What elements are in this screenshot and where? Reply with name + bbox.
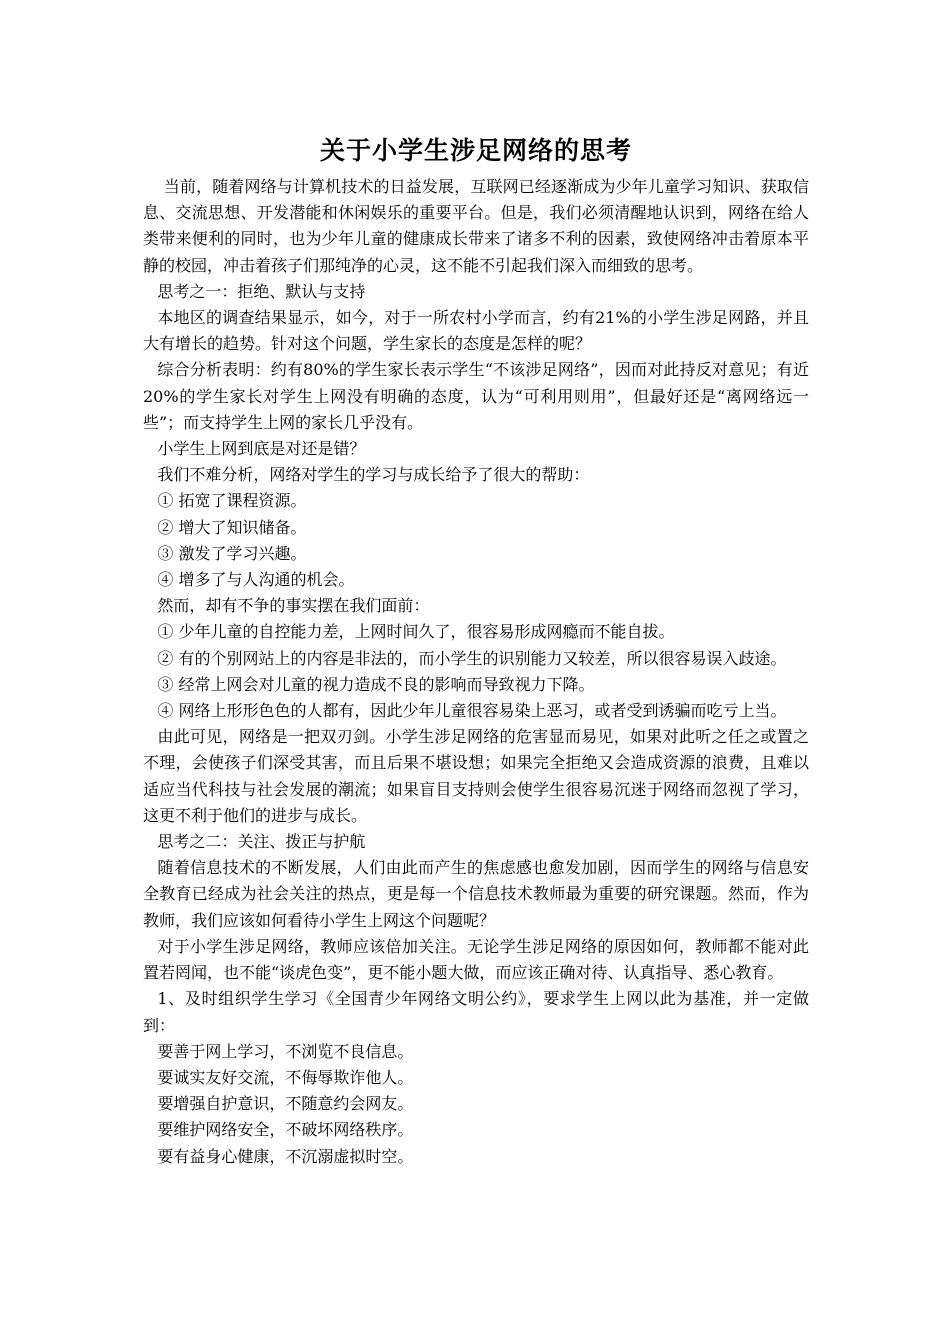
convention-item-4: 要维护网络安全，不破坏网络秩序。 bbox=[157, 1120, 414, 1140]
benefit-item-3: ③ 激发了学习兴趣。 bbox=[157, 543, 307, 563]
section-heading-2: 思考之二：关注、拨正与护航 bbox=[157, 832, 366, 852]
document-page bbox=[143, 131, 809, 1170]
intro-paragraph: 当前，随着网络与计算机技术的日益发展，互联网已经逐渐成为少年儿童学习知识、获取信息、交流思想、开发潜能和休闲娱乐的重要平台。但是，我们必须清醒地认识到，网络在给人类带来便利的同时，也为少年儿童的健康成长带来了诸多不利的因素，致使网络冲击着原本平静的校园，冲击着孩子们那纯净的心灵，这不能不引起我们深入而细致的思考。 bbox=[143, 177, 809, 275]
conclusion-paragraph: 由此可见，网络是一把双刃剑。小学生涉足网络的危害显而易见，如果对此听之任之或置之不理，会使孩子们深受其害，而且后果不堪设想；如果完全拒绝又会造成资源的浪费，且难以适应当代科技与社会发展的潮流；如果盲目支持则会使学生很容易沉迷于网络而忽视了学习，这更不利于他们的进步与成长。 bbox=[143, 727, 809, 825]
question-line: 小学生上网到底是对还是错？ bbox=[157, 439, 366, 459]
survey-paragraph: 本地区的调查结果显示，如今，对于一所农村小学而言，约有21%的小学生涉足网路，并且大有增长的趋势。针对这个问题，学生家长的态度是怎样的呢？ bbox=[143, 308, 809, 354]
harm-item-1: ① 少年儿童的自控能力差，上网时间久了，很容易形成网瘾而不能自拔。 bbox=[157, 622, 675, 642]
benefit-item-1: ① 拓宽了课程资源。 bbox=[157, 491, 307, 511]
section-heading-1: 思考之一：拒绝、默认与支持 bbox=[157, 281, 366, 301]
harm-item-3: ③ 经常上网会对儿童的视力造成不良的影响而导致视力下降。 bbox=[157, 674, 595, 694]
convention-item-2: 要诚实友好交流，不侮辱欺诈他人。 bbox=[157, 1067, 414, 1087]
harms-intro: 然而，却有不争的事实摆在我们面前： bbox=[157, 596, 430, 616]
harm-item-4: ④ 网络上形形色色的人都有，因此少年儿童很容易染上恶习，或者受到诱骗而吃亏上当。 bbox=[157, 701, 787, 721]
convention-item-1: 要善于网上学习，不浏览不良信息。 bbox=[157, 1041, 414, 1061]
benefit-item-2: ② 增大了知识储备。 bbox=[157, 517, 307, 537]
teacher-paragraph: 对于小学生涉足网络，教师应该倍加关注。无论学生涉足网络的原因如何，教师都不能对此置若罔闻，也不能“谈虎色变”，更不能小题大做，而应该正确对待、认真指导、悉心教育。 bbox=[143, 936, 809, 983]
document-title: 关于小学生涉足网络的思考 bbox=[319, 136, 632, 165]
benefit-item-4: ④ 增多了与人沟通的机会。 bbox=[157, 570, 355, 590]
harm-item-2: ② 有的个别网站上的内容是非法的，而小学生的识别能力又较差，所以很容易误入歧途。 bbox=[157, 648, 787, 668]
convention-item-3: 要增强自护意识，不随意约会网友。 bbox=[157, 1094, 414, 1114]
analysis-paragraph: 综合分析表明：约有80%的学生家长表示学生“不该涉足网络”，因而对此持反对意见；有近20%的学生家长对学生上网没有明确的态度，认为“可利用则用”，但最好还是“离网络远一些”；而支持学生上网的家长几乎没有。 bbox=[143, 360, 809, 432]
convention-paragraph: 1、及时组织学生学习《全国青少年网络文明公约》，要求学生上网以此为基准，并一定做到： bbox=[143, 989, 809, 1035]
convention-item-5: 要有益身心健康，不沉溺虚拟时空。 bbox=[157, 1146, 414, 1166]
benefits-intro: 我们不难分析，网络对学生的学习与成长给予了很大的帮助： bbox=[157, 465, 590, 485]
development-paragraph: 随着信息技术的不断发展，人们由此而产生的焦虑感也愈发加剧，因而学生的网络与信息安全教育已经成为社会关注的热点，更是每一个信息技术教师最为重要的研究课题。然而，作为教师，我们应该如何看待小学生上网这个问题呢？ bbox=[143, 858, 809, 930]
